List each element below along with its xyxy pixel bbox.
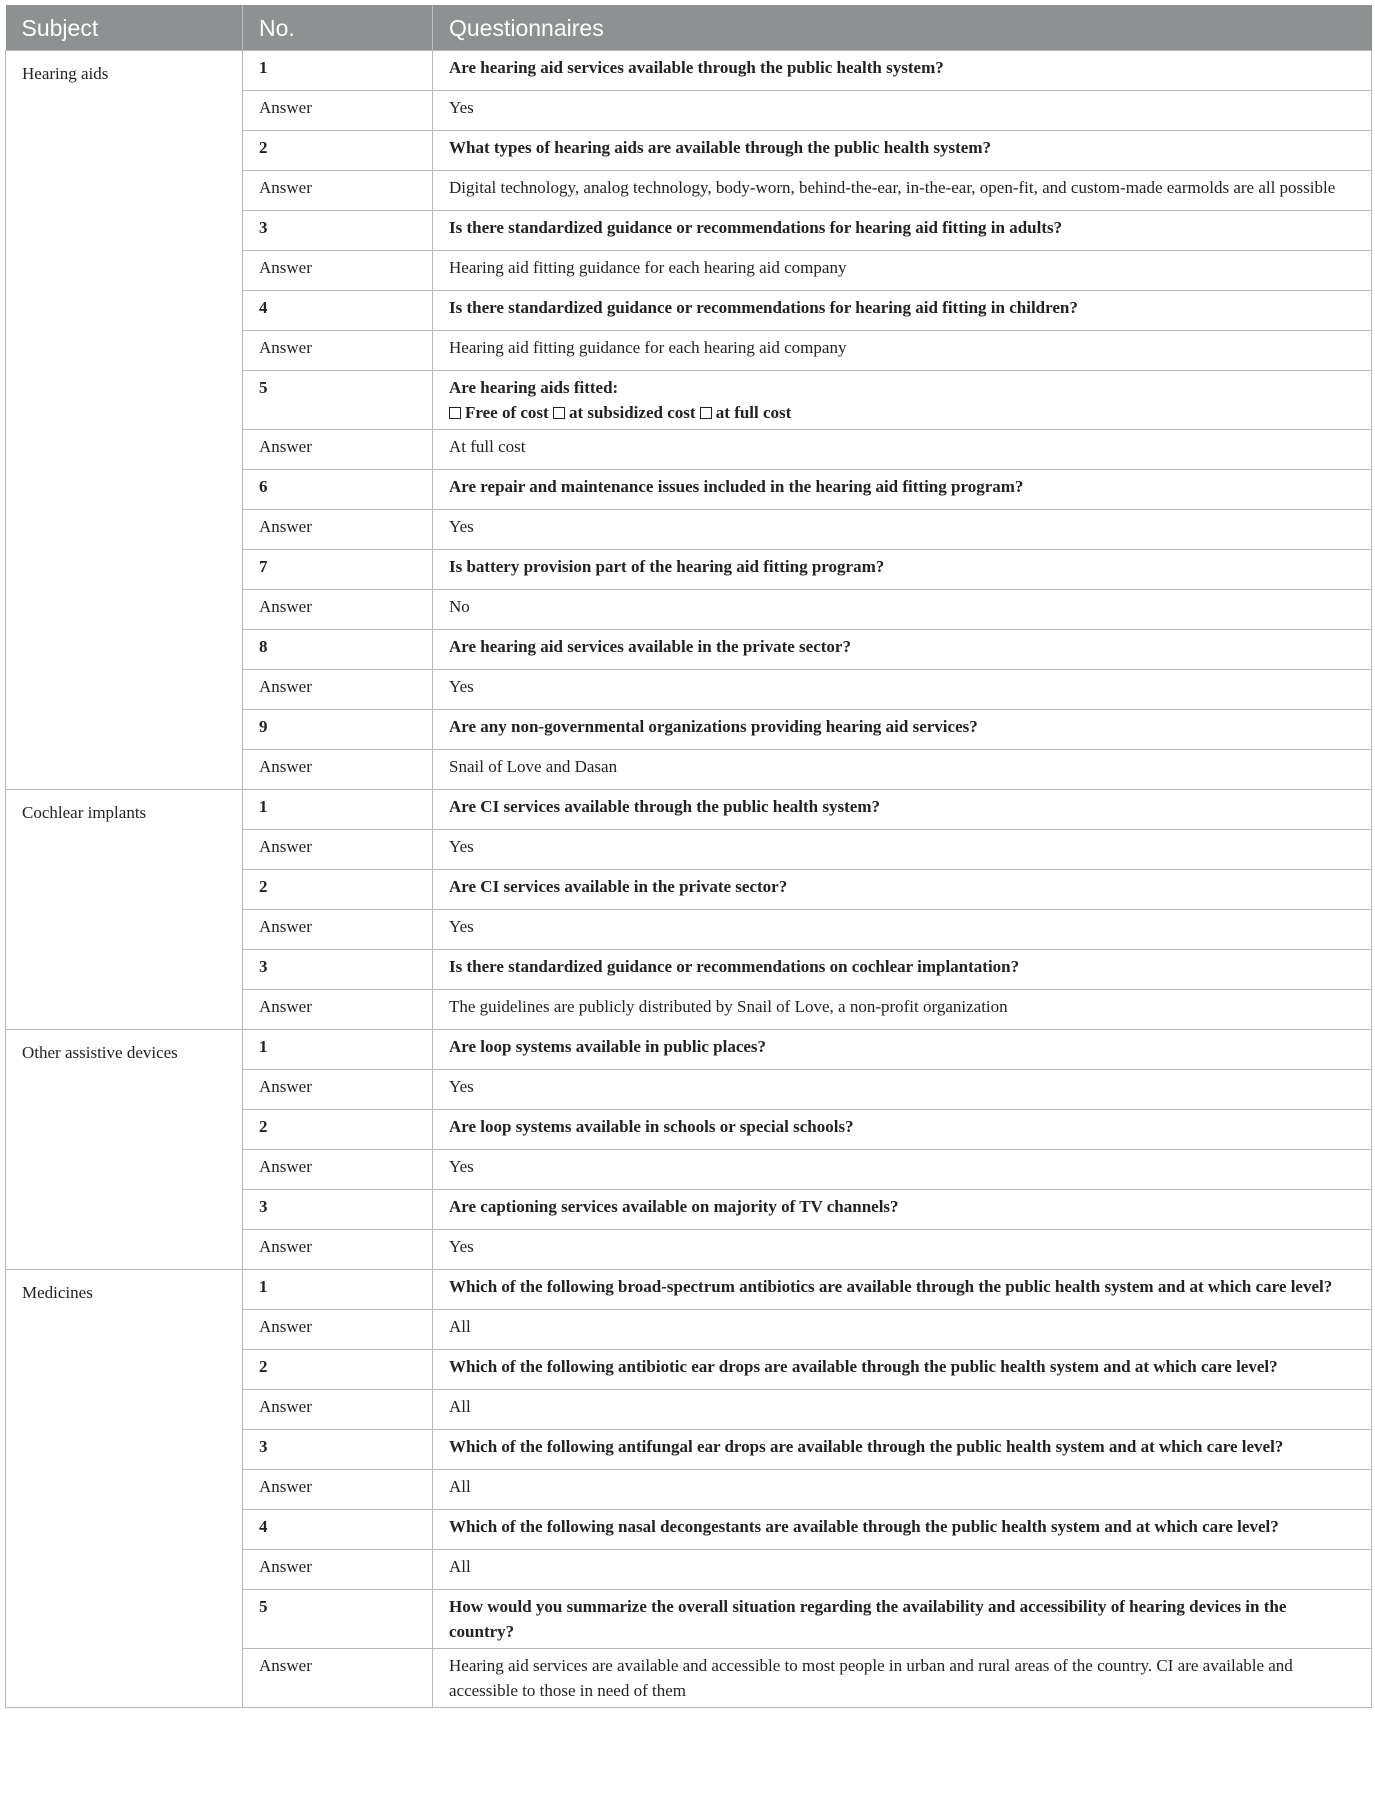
answer-label: Answer [243, 251, 433, 291]
answer-label: Answer [243, 590, 433, 630]
option-item [449, 403, 549, 422]
answer-label: Answer [243, 510, 433, 550]
subject-cell: Other assistive devices [6, 1030, 243, 1270]
subject-cell: Medicines [6, 1270, 243, 1708]
answer-label: Answer [243, 1649, 433, 1708]
question-number: 2 [243, 870, 433, 910]
answer-text: Digital technology, analog technology, body-worn, behind-the-ear, in-the-ear, open-fit, and custom-made earmolds are all possible [433, 171, 1372, 211]
question-text: Which of the following antibiotic ear drops are available through the public health system and at which care level? [449, 1357, 1278, 1376]
question-text: Are loop systems available in public places? [449, 1037, 767, 1056]
question-number: 1 [243, 790, 433, 830]
checkbox-icon [449, 407, 461, 419]
question-number: 9 [243, 710, 433, 750]
table-body [6, 51, 1372, 1708]
question-text-cell [433, 1110, 1372, 1150]
question-text-cell [433, 470, 1372, 510]
question-text: Are CI services available through the public health system? [449, 797, 880, 816]
question-text: Are hearing aids fitted: [449, 378, 619, 397]
question-text-cell [433, 950, 1372, 990]
question-text-cell [433, 51, 1372, 91]
question-row [6, 1270, 1372, 1310]
question-text: Are loop systems available in schools or special schools? [449, 1117, 854, 1136]
answer-label: Answer [243, 910, 433, 950]
question-text: Are hearing aid services available through the public health system? [449, 58, 944, 77]
answer-text: All [433, 1470, 1372, 1510]
question-text-cell [433, 1510, 1372, 1550]
question-text-cell [433, 211, 1372, 251]
answer-text: Hearing aid services are available and accessible to most people in urban and rural areas of the country. CI are available and accessible to those in need of them [433, 1649, 1372, 1708]
question-number: 1 [243, 51, 433, 91]
table-header [6, 5, 1372, 51]
question-text: Are CI services available in the private sector? [449, 877, 788, 896]
question-text: Are hearing aid services available in the private sector? [449, 637, 851, 656]
question-number: 5 [243, 371, 433, 430]
question-text-cell [433, 1030, 1372, 1070]
question-number: 8 [243, 630, 433, 670]
question-text-cell [433, 131, 1372, 171]
answer-text: All [433, 1390, 1372, 1430]
question-number: 2 [243, 1350, 433, 1390]
subject-cell: Hearing aids [6, 51, 243, 790]
answer-text: Yes [433, 670, 1372, 710]
answer-text: Snail of Love and Dasan [433, 750, 1372, 790]
question-row [6, 1030, 1372, 1070]
checkbox-icon [700, 407, 712, 419]
answer-text: Yes [433, 91, 1372, 131]
header-subject: Subject [6, 5, 243, 51]
answer-text: At full cost [433, 430, 1372, 470]
option-label: at full cost [715, 403, 792, 422]
question-text-cell [433, 1590, 1372, 1649]
question-number: 7 [243, 550, 433, 590]
answer-label: Answer [243, 1150, 433, 1190]
option-item [553, 403, 696, 422]
question-text: Are any non-governmental organizations providing hearing aid services? [449, 717, 978, 736]
question-text-cell [433, 550, 1372, 590]
answer-text: Yes [433, 910, 1372, 950]
answer-text: Hearing aid fitting guidance for each hearing aid company [433, 251, 1372, 291]
answer-label: Answer [243, 1550, 433, 1590]
answer-label: Answer [243, 430, 433, 470]
question-options [449, 400, 1355, 425]
header-questionnaires: Questionnaires [433, 5, 1372, 51]
question-number: 6 [243, 470, 433, 510]
question-text-cell [433, 371, 1372, 430]
question-text: Is there standardized guidance or recommendations for hearing aid fitting in adults? [449, 218, 1063, 237]
answer-text: No [433, 590, 1372, 630]
question-text-cell [433, 1270, 1372, 1310]
answer-text: All [433, 1310, 1372, 1350]
question-text-cell [433, 630, 1372, 670]
question-number: 4 [243, 291, 433, 331]
question-number: 3 [243, 950, 433, 990]
option-label: at subsidized cost [568, 403, 696, 422]
question-row [6, 790, 1372, 830]
subject-cell: Cochlear implants [6, 790, 243, 1030]
answer-text: Yes [433, 1070, 1372, 1110]
question-text-cell [433, 1190, 1372, 1230]
option-item [700, 403, 792, 422]
answer-label: Answer [243, 1310, 433, 1350]
question-text-cell [433, 710, 1372, 750]
checkbox-icon [553, 407, 565, 419]
answer-label: Answer [243, 750, 433, 790]
question-text: Which of the following nasal decongestants are available through the public health system and at which care level? [449, 1517, 1279, 1536]
answer-label: Answer [243, 1070, 433, 1110]
question-text: Are captioning services available on majority of TV channels? [449, 1197, 899, 1216]
answer-label: Answer [243, 331, 433, 371]
question-number: 5 [243, 1590, 433, 1649]
question-text: Which of the following broad-spectrum antibiotics are available through the public health system and at which care level? [449, 1277, 1333, 1296]
question-text-cell [433, 1430, 1372, 1470]
question-text: Is there standardized guidance or recommendations for hearing aid fitting in children? [449, 298, 1078, 317]
question-text-cell [433, 1350, 1372, 1390]
answer-label: Answer [243, 670, 433, 710]
header-row [6, 5, 1372, 51]
answer-label: Answer [243, 830, 433, 870]
answer-text: The guidelines are publicly distributed by Snail of Love, a non-profit organization [433, 990, 1372, 1030]
answer-text: All [433, 1550, 1372, 1590]
question-text: What types of hearing aids are available through the public health system? [449, 138, 991, 157]
question-text: How would you summarize the overall situation regarding the availability and accessibility of hearing devices in the country? [449, 1597, 1287, 1641]
question-row [6, 51, 1372, 91]
question-number: 3 [243, 1190, 433, 1230]
answer-text: Yes [433, 510, 1372, 550]
answer-label: Answer [243, 990, 433, 1030]
answer-label: Answer [243, 91, 433, 131]
answer-label: Answer [243, 1390, 433, 1430]
question-number: 3 [243, 211, 433, 251]
answer-text: Yes [433, 1230, 1372, 1270]
question-text-cell [433, 870, 1372, 910]
question-text: Are repair and maintenance issues included in the hearing aid fitting program? [449, 477, 1024, 496]
answer-text: Hearing aid fitting guidance for each hearing aid company [433, 331, 1372, 371]
answer-label: Answer [243, 171, 433, 211]
question-number: 4 [243, 1510, 433, 1550]
answer-label: Answer [243, 1470, 433, 1510]
header-no: No. [243, 5, 433, 51]
question-number: 1 [243, 1270, 433, 1310]
question-text: Is there standardized guidance or recommendations on cochlear implantation? [449, 957, 1020, 976]
answer-text: Yes [433, 1150, 1372, 1190]
question-text-cell [433, 790, 1372, 830]
question-number: 2 [243, 131, 433, 171]
option-label: Free of cost [465, 403, 549, 422]
answer-label: Answer [243, 1230, 433, 1270]
questionnaire-table [5, 5, 1372, 1708]
question-text: Is battery provision part of the hearing aid fitting program? [449, 557, 885, 576]
question-number: 2 [243, 1110, 433, 1150]
question-number: 3 [243, 1430, 433, 1470]
answer-text: Yes [433, 830, 1372, 870]
question-number: 1 [243, 1030, 433, 1070]
question-text-cell [433, 291, 1372, 331]
question-text: Which of the following antifungal ear drops are available through the public health system and at which care level? [449, 1437, 1284, 1456]
